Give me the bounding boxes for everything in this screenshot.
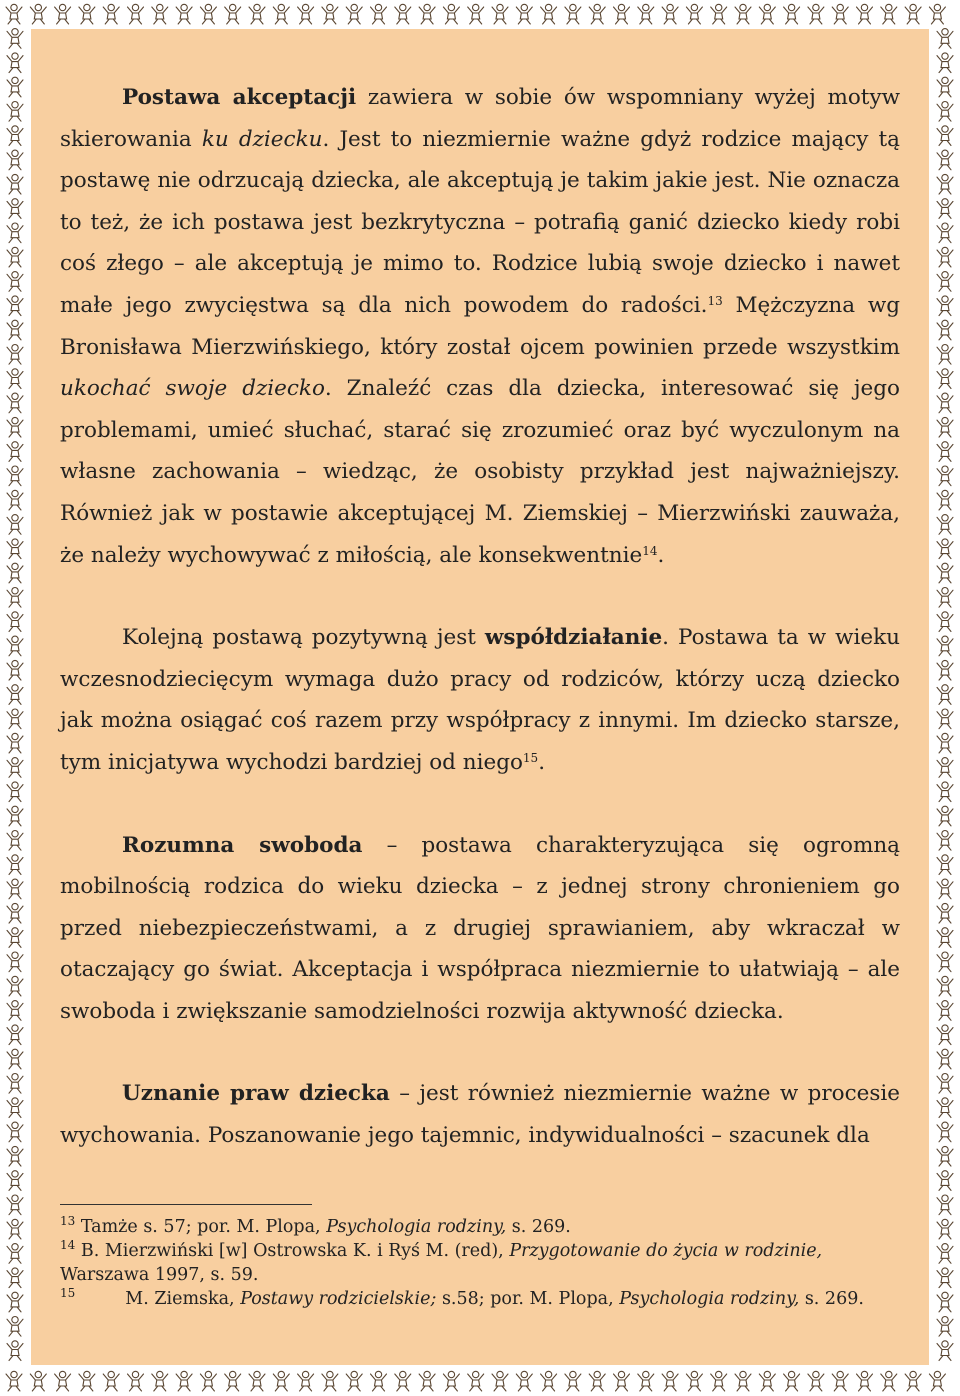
- child-figure-icon: [7, 1244, 23, 1264]
- child-figure-icon: [937, 1195, 953, 1215]
- child-figure-icon: [7, 126, 23, 146]
- child-figure-icon: [937, 1292, 953, 1312]
- footnote-ref-14: 14: [642, 543, 658, 558]
- child-figure-icon: [7, 223, 23, 243]
- child-figure-icon: [7, 272, 23, 292]
- child-figure-icon: [937, 150, 953, 170]
- child-figure-icon: [937, 1025, 953, 1045]
- child-figure-icon: [832, 1371, 848, 1391]
- child-figure-icon: [468, 4, 484, 24]
- child-figure-icon: [662, 1371, 678, 1391]
- child-figure-icon: [7, 1292, 23, 1312]
- child-figure-icon: [249, 1371, 265, 1391]
- child-figure-icon: [937, 199, 953, 219]
- child-figure-icon: [937, 102, 953, 122]
- child-figure-icon: [55, 4, 71, 24]
- child-figure-icon: [937, 758, 953, 778]
- footnote-ref-15: 15: [522, 750, 539, 765]
- child-figure-icon: [735, 4, 751, 24]
- child-figure-icon: [735, 1371, 751, 1391]
- child-figure-icon: [937, 369, 953, 389]
- child-figure-icon: [784, 4, 800, 24]
- term-postawa-akceptacji: Postawa akceptacji: [122, 85, 357, 110]
- child-figure-icon: [638, 4, 654, 24]
- child-figure-icon: [30, 1371, 46, 1391]
- child-figure-icon: [937, 976, 953, 996]
- child-figure-icon: [937, 1074, 953, 1094]
- child-figure-icon: [371, 1371, 387, 1391]
- child-figure-icon: [614, 1371, 630, 1391]
- child-figure-icon: [937, 393, 953, 413]
- child-figure-icon: [249, 4, 265, 24]
- child-figure-icon: [7, 685, 23, 705]
- child-figure-icon: [7, 952, 23, 972]
- child-figure-icon: [759, 4, 775, 24]
- child-figure-icon: [395, 4, 411, 24]
- child-figure-icon: [7, 102, 23, 122]
- child-figure-icon: [711, 1371, 727, 1391]
- child-figure-icon: [565, 1371, 581, 1391]
- child-figure-icon: [7, 320, 23, 340]
- child-figure-icon: [937, 223, 953, 243]
- child-figure-icon: [937, 1049, 953, 1069]
- child-figure-icon: [937, 417, 953, 437]
- child-figure-icon: [808, 1371, 824, 1391]
- child-figure-icon: [7, 612, 23, 632]
- child-figure-icon: [686, 4, 702, 24]
- decorative-border-right: [930, 0, 960, 1396]
- child-figure-icon: [7, 733, 23, 753]
- child-figure-icon: [937, 539, 953, 559]
- child-figure-icon: [937, 29, 953, 49]
- child-figure-icon: [7, 782, 23, 802]
- child-figure-icon: [6, 4, 22, 24]
- child-figure-icon: [937, 490, 953, 510]
- child-figure-icon: [937, 588, 953, 608]
- child-figure-icon: [614, 4, 630, 24]
- child-figure-icon: [7, 903, 23, 923]
- child-figure-icon: [937, 660, 953, 680]
- child-figure-icon: [7, 29, 23, 49]
- child-figure-icon: [7, 1341, 23, 1361]
- child-figure-icon: [7, 1171, 23, 1191]
- child-figure-icon: [905, 1371, 921, 1391]
- child-figure-icon: [937, 174, 953, 194]
- child-figure-icon: [7, 150, 23, 170]
- child-figure-icon: [225, 1371, 241, 1391]
- child-figure-icon: [937, 831, 953, 851]
- child-figure-icon: [7, 490, 23, 510]
- child-figure-icon: [638, 1371, 654, 1391]
- child-figure-icon: [937, 1317, 953, 1337]
- child-figure-icon: [857, 4, 873, 24]
- child-figure-icon: [929, 1371, 945, 1391]
- child-figure-icon: [937, 685, 953, 705]
- child-figure-icon: [7, 1074, 23, 1094]
- child-figure-icon: [200, 1371, 216, 1391]
- child-figure-icon: [7, 1219, 23, 1239]
- child-figure-icon: [7, 199, 23, 219]
- child-figure-icon: [298, 1371, 314, 1391]
- child-figure-icon: [7, 1317, 23, 1337]
- child-figure-icon: [937, 296, 953, 316]
- child-figure-icon: [905, 4, 921, 24]
- child-figure-icon: [832, 4, 848, 24]
- child-figure-icon: [881, 1371, 897, 1391]
- child-figure-icon: [200, 4, 216, 24]
- footnote-15: $^{15}$ M. Ziemska, Postawy rodzicielskie; s.58; por. M. Plopa, Psychologia rodziny, s. 269.: [60, 1286, 864, 1309]
- child-figure-icon: [937, 733, 953, 753]
- child-figure-icon: [937, 53, 953, 73]
- child-figure-icon: [937, 77, 953, 97]
- child-figure-icon: [881, 4, 897, 24]
- child-figure-icon: [7, 1146, 23, 1166]
- child-figure-icon: [937, 903, 953, 923]
- footnote-ref-13: 13: [707, 293, 723, 308]
- child-figure-icon: [7, 174, 23, 194]
- child-figure-icon: [937, 1244, 953, 1264]
- child-figure-icon: [176, 1371, 192, 1391]
- child-figure-icon: [7, 660, 23, 680]
- child-figure-icon: [937, 879, 953, 899]
- child-figure-icon: [937, 928, 953, 948]
- decorative-border-top: [0, 0, 960, 28]
- child-figure-icon: [937, 126, 953, 146]
- child-figure-icon: [662, 4, 678, 24]
- child-figure-icon: [128, 1371, 144, 1391]
- term-uznanie-praw-dziecka: Uznanie praw dziecka: [122, 1081, 390, 1107]
- child-figure-icon: [589, 4, 605, 24]
- child-figure-icon: [759, 1371, 775, 1391]
- footnote-14: $^{14}$ B. Mierzwiński [w] Ostrowska K. i Ryś M. (red), Przygotowanie do życia w rodzinie, Warszawa 1997, s. 59.: [60, 1238, 823, 1285]
- child-figure-icon: [55, 1371, 71, 1391]
- child-figure-icon: [937, 1001, 953, 1021]
- footnote-separator: [60, 1204, 312, 1205]
- child-figure-icon: [937, 1098, 953, 1118]
- term-wspoldzialanie: współdziałanie: [484, 625, 663, 651]
- decorative-border-left: [0, 0, 30, 1396]
- child-figure-icon: [7, 806, 23, 826]
- child-figure-icon: [7, 588, 23, 608]
- child-figure-icon: [937, 272, 953, 292]
- child-figure-icon: [492, 1371, 508, 1391]
- child-figure-icon: [492, 4, 508, 24]
- document-page: [31, 29, 929, 1365]
- child-figure-icon: [395, 1371, 411, 1391]
- child-figure-icon: [79, 1371, 95, 1391]
- child-figure-icon: [273, 1371, 289, 1391]
- child-figure-icon: [541, 4, 557, 24]
- child-figure-icon: [30, 4, 46, 24]
- child-figure-icon: [937, 782, 953, 802]
- child-figure-icon: [298, 4, 314, 24]
- child-figure-icon: [7, 976, 23, 996]
- child-figure-icon: [589, 1371, 605, 1391]
- child-figure-icon: [468, 1371, 484, 1391]
- child-figure-icon: [937, 855, 953, 875]
- child-figure-icon: [7, 1025, 23, 1045]
- child-figure-icon: [937, 345, 953, 365]
- child-figure-icon: [7, 1268, 23, 1288]
- child-figure-icon: [937, 1171, 953, 1191]
- child-figure-icon: [7, 879, 23, 899]
- child-figure-icon: [443, 1371, 459, 1391]
- child-figure-icon: [7, 855, 23, 875]
- child-figure-icon: [937, 952, 953, 972]
- child-figure-icon: [7, 417, 23, 437]
- child-figure-icon: [7, 563, 23, 583]
- child-figure-icon: [7, 442, 23, 462]
- child-figure-icon: [937, 709, 953, 729]
- child-figure-icon: [929, 4, 945, 24]
- paragraph-akceptacja: Postawa akceptacji zawiera w sobie ów wspomniany wyżej motyw skierowania ku dziecku. Jest to niezmiernie ważne gdyż rodzice mający tą postawę nie odrzucają dziecka, ale akceptują je takim jakie jest. Nie oznacza to też, że ich postawa jest bezkrytyczna – potrafią ganić dziecko kiedy robi coś złego – ale akceptują je mimo to. Rodzice lubią swoje dziecko i nawet małe jego zwycięstwa są dla nich powodem do radości.$^{13}$ Mężczyzna wg Bronisława Mierzwińskiego, który został ojcem powinien przede wszystkim ukochać swoje dziecko. Znaleźć czas dla dziecka, interesować się jego problemami, umieć słuchać, starać się zrozumieć oraz być wyczulonym na własne zachowania – wiedząc, że osobisty przykład jest najważniejszy. Również jak w postawie akceptującej M. Ziemskiej – Mierzwiński zauważa, że należy wychowywać z miłością, ale konsekwentnie$^{14}$.: [60, 85, 900, 568]
- child-figure-icon: [937, 1341, 953, 1361]
- child-figure-icon: [273, 4, 289, 24]
- child-figure-icon: [152, 4, 168, 24]
- child-figure-icon: [7, 515, 23, 535]
- child-figure-icon: [6, 1371, 22, 1391]
- child-figure-icon: [7, 636, 23, 656]
- paragraph-uznanie-praw: Uznanie praw dziecka – jest również niezmiernie ważne w procesie wychowania. Poszanowanie jego tajemnic, indywidualności – szacunek dla: [60, 1081, 900, 1149]
- child-figure-icon: [541, 1371, 557, 1391]
- child-figure-icon: [225, 4, 241, 24]
- child-figure-icon: [7, 1098, 23, 1118]
- child-figure-icon: [686, 1371, 702, 1391]
- footnotes: [60, 1215, 880, 1311]
- child-figure-icon: [7, 1049, 23, 1069]
- child-figure-icon: [152, 1371, 168, 1391]
- child-figure-icon: [516, 4, 532, 24]
- term-rozumna-swoboda: Rozumna swoboda: [122, 832, 363, 858]
- child-figure-icon: [346, 1371, 362, 1391]
- child-figure-icon: [7, 247, 23, 267]
- child-figure-icon: [937, 1146, 953, 1166]
- child-figure-icon: [7, 77, 23, 97]
- child-figure-icon: [937, 466, 953, 486]
- child-figure-icon: [7, 345, 23, 365]
- child-figure-icon: [7, 758, 23, 778]
- child-figure-icon: [937, 1268, 953, 1288]
- child-figure-icon: [7, 53, 23, 73]
- child-figure-icon: [443, 4, 459, 24]
- paragraph-wspoldzialanie: Kolejną postawą pozytywną jest współdziałanie. Postawa ta w wieku wczesnodziecięcym wymaga dużo pracy od rodziców, którzy uczą dziecko jak można osiągać coś razem przy współpracy z innymi. Im dziecko starsze, tym inicjatywa wychodzi bardziej od niego$^{15}$.: [60, 625, 900, 775]
- child-figure-icon: [937, 442, 953, 462]
- decorative-border-bottom: [0, 1366, 960, 1396]
- child-figure-icon: [128, 4, 144, 24]
- child-figure-icon: [419, 1371, 435, 1391]
- child-figure-icon: [7, 539, 23, 559]
- child-figure-icon: [7, 1195, 23, 1215]
- body-text: [60, 77, 900, 1157]
- child-figure-icon: [937, 247, 953, 267]
- child-figure-icon: [322, 4, 338, 24]
- footnote-13: $^{13}$ Tamże s. 57; por. M. Plopa, Psychologia rodziny, s. 269.: [60, 1214, 571, 1237]
- child-figure-icon: [7, 466, 23, 486]
- child-figure-icon: [937, 515, 953, 535]
- child-figure-icon: [7, 369, 23, 389]
- child-figure-icon: [516, 1371, 532, 1391]
- child-figure-icon: [7, 393, 23, 413]
- child-figure-icon: [7, 296, 23, 316]
- child-figure-icon: [7, 709, 23, 729]
- paragraph-rozumna-swoboda: Rozumna swoboda – postawa charakteryzująca się ogromną mobilnością rodzica do wieku dziecka – z jednej strony chronieniem go przed niebezpieczeństwami, a z drugiej sprawianiem, aby wkraczał w otaczający go świat. Akceptacja i współpraca niezmiernie to ułatwiają – ale swoboda i zwiększanie samodzielności rozwija aktywność dziecka.: [60, 832, 900, 1024]
- child-figure-icon: [857, 1371, 873, 1391]
- child-figure-icon: [937, 563, 953, 583]
- child-figure-icon: [565, 4, 581, 24]
- child-figure-icon: [937, 1122, 953, 1142]
- child-figure-icon: [7, 928, 23, 948]
- child-figure-icon: [7, 1001, 23, 1021]
- child-figure-icon: [711, 4, 727, 24]
- child-figure-icon: [784, 1371, 800, 1391]
- child-figure-icon: [7, 831, 23, 851]
- child-figure-icon: [103, 4, 119, 24]
- child-figure-icon: [808, 4, 824, 24]
- child-figure-icon: [419, 4, 435, 24]
- child-figure-icon: [937, 320, 953, 340]
- child-figure-icon: [937, 612, 953, 632]
- child-figure-icon: [176, 4, 192, 24]
- child-figure-icon: [322, 1371, 338, 1391]
- child-figure-icon: [371, 4, 387, 24]
- child-figure-icon: [346, 4, 362, 24]
- child-figure-icon: [937, 636, 953, 656]
- child-figure-icon: [103, 1371, 119, 1391]
- child-figure-icon: [7, 1122, 23, 1142]
- child-figure-icon: [937, 806, 953, 826]
- child-figure-icon: [937, 1219, 953, 1239]
- child-figure-icon: [79, 4, 95, 24]
